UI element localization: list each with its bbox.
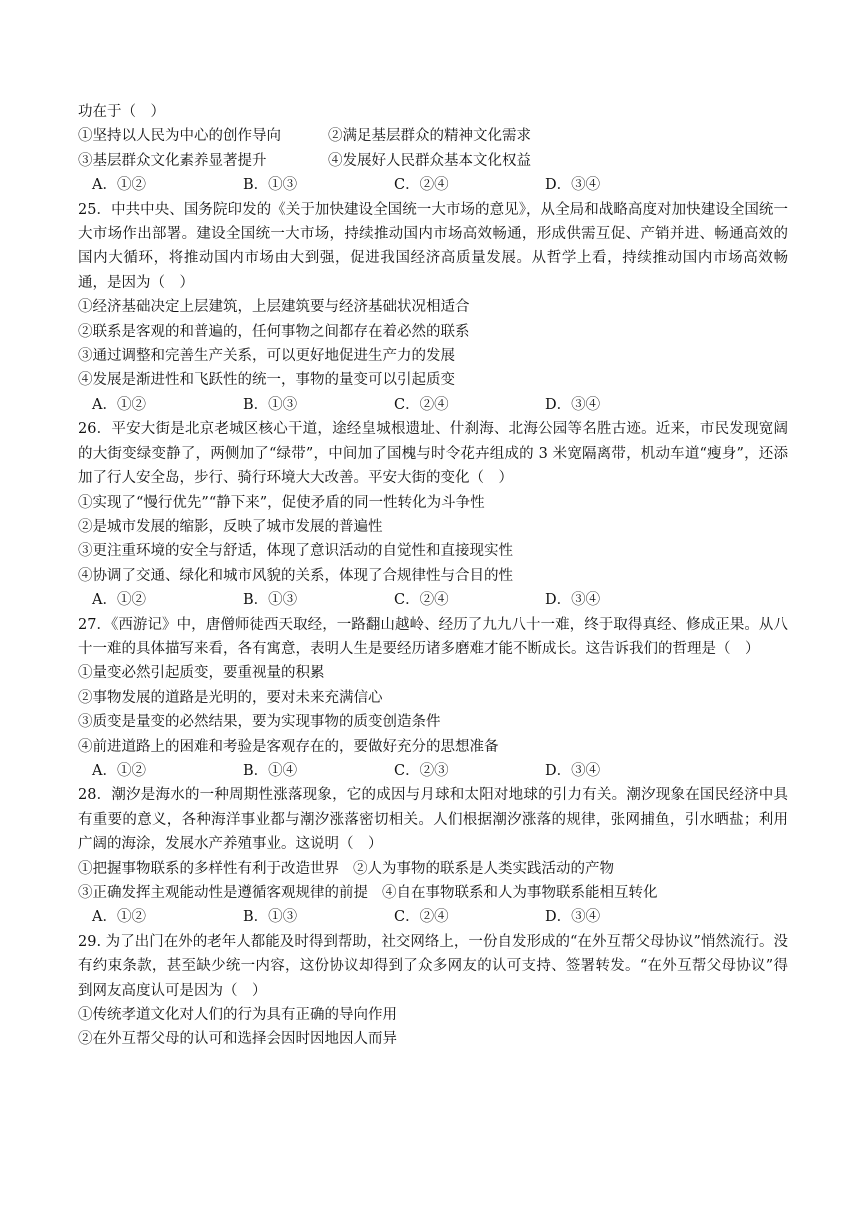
option-b[interactable]: B．①④: [243, 762, 298, 779]
statement-item: ③质变是量变的必然结果，要为实现事物的质变创造条件: [78, 714, 441, 731]
question-stem: 29. 为了出门在外的老年人都能及时得到帮助，社交网络上，一份自发形成的“在外互帮父母协议”悄然流行。没有约束条款，甚至缺少统一内容，这份协议却得到了众多网友的认可支持、签署转发。“在外互帮父母协议”得到网友高度认可是因为（ ）: [78, 933, 788, 999]
option-a[interactable]: A．①②: [92, 396, 146, 413]
option-c[interactable]: C．②③: [394, 762, 449, 779]
statement-item: ②满足基层群众的精神文化需求: [328, 128, 531, 145]
statement-item: ④发展是渐进性和飞跃性的统一，事物的量变可以引起质变: [78, 372, 455, 389]
statement-item: ④前进道路上的困难和考验是客观存在的，要做好充分的思想准备: [78, 738, 499, 755]
question-stem: 25．中共中央、国务院印发的《关于加快建设全国统一大市场的意见》，从全局和战略高度对加快建设全国统一大市场作出部署。建设全国统一大市场，持续推动国内市场高效畅通，形成供需互促、产销并进、畅通高效的国内大循环，将推动国内市场由大到强，促进我国经济高质量发展。从哲学上看，持续推动国内市场高效畅通，是因为（ ）: [78, 201, 788, 291]
option-d[interactable]: D．③④: [545, 177, 601, 194]
statement-item: ②人为事物的联系是人类实践活动的产物: [353, 860, 614, 877]
question-stem: 27．《西游记》中，唐僧师徒西天取经，一路翻山越岭、经历了九九八十一难，终于取得真经、修成正果。从八十一难的具体描写来看，各有寓意，表明人生是要经历诸多磨难才能不断成长。这告诉我们的哲理是（ ）: [78, 616, 788, 657]
statement-item: ④自在事物联系和人为事物联系能相互转化: [382, 885, 658, 901]
option-b[interactable]: B．①③: [243, 396, 298, 413]
statement-item: ①实现了“慢行优先”“静下来”，促使矛盾的同一性转化为斗争性: [78, 494, 485, 511]
statement-pair: [78, 124, 788, 148]
statement-item: ③基层群众文化素养显著提升: [78, 152, 267, 169]
statement-item: ①坚持以人民为中心的创作导向: [78, 128, 281, 145]
answer-options: [78, 173, 788, 197]
option-a[interactable]: A．①②: [92, 592, 146, 609]
statement-pair: [78, 881, 788, 905]
statement-item: ③更注重环境的安全与舒适，体现了意识活动的自觉性和直接现实性: [78, 543, 513, 560]
option-b[interactable]: B．①③: [243, 909, 298, 926]
statement-item: ①量变必然引起质变，要重视量的积累: [78, 665, 325, 682]
option-a[interactable]: A．①②: [92, 909, 146, 926]
option-d[interactable]: D．③④: [545, 762, 601, 779]
question-28: [78, 783, 788, 929]
question-stem: 26．平安大街是北京老城区核心干道，途经皇城根遗址、什刹海、北海公园等名胜古迹。近来，市民发现宽阔的大街变绿变静了，两侧加了“绿带”，中间加了国槐与时令花卉组成的 3 米宽隔离带，机动车道“瘦身”，还添加了行人安全岛，步行、骑行环境大大改善。平安大街的变化（ ）: [78, 421, 788, 487]
question-24-tail: [78, 100, 788, 198]
statement-item: ①把握事物联系的多样性有利于改造世界: [78, 860, 339, 877]
option-d[interactable]: D．③④: [545, 909, 601, 926]
statement-item: ①经济基础决定上层建筑，上层建筑要与经济基础状况相适合: [78, 299, 470, 316]
question-stem: 功在于（ ）: [78, 104, 165, 120]
question-29: [78, 930, 788, 1052]
option-c[interactable]: C．②④: [394, 592, 449, 609]
statement-item: ③正确发挥主观能动性是遵循客观规律的前提: [78, 885, 368, 901]
question-stem: 28．潮汐是海水的一种周期性涨落现象，它的成因与月球和太阳对地球的引力有关。潮汐现象在国民经济中具有重要的意义，各种海洋事业都与潮汐涨落密切相关。人们根据潮汐涨落的规律，张网捕鱼，引水晒盐；利用广阔的海涂，发展水产养殖事业。这说明（ ）: [78, 787, 788, 853]
question-27: [78, 613, 788, 784]
statement-item: ③通过调整和完善生产关系，可以更好地促进生产力的发展: [78, 348, 455, 365]
statement-item: ②事物发展的道路是光明的，要对未来充满信心: [78, 689, 383, 706]
option-b[interactable]: B．①③: [243, 177, 298, 194]
statement-pair: [78, 857, 788, 881]
option-d[interactable]: D．③④: [545, 592, 601, 609]
answer-options: [78, 588, 788, 612]
option-a[interactable]: A．①②: [92, 177, 146, 194]
option-c[interactable]: C．②④: [394, 909, 449, 926]
statement-item: ①传统孝道文化对人们的行为具有正确的导向作用: [78, 1007, 397, 1024]
option-b[interactable]: B．①③: [243, 592, 298, 609]
statement-item: ②是城市发展的缩影，反映了城市发展的普遍性: [78, 518, 383, 535]
question-25: [78, 198, 788, 418]
statement-item: ②在外互帮父母的认可和选择会因时因地因人而异: [78, 1031, 397, 1048]
statement-item: ②联系是客观的和普遍的，任何事物之间都存在着必然的联系: [78, 323, 470, 340]
option-c[interactable]: C．②④: [394, 177, 449, 194]
statement-item: ④发展好人民群众基本文化权益: [328, 152, 531, 169]
option-a[interactable]: A．①②: [92, 762, 146, 779]
statement-pair: [78, 149, 788, 173]
answer-options: [78, 759, 788, 783]
answer-options: [78, 393, 788, 417]
question-26: [78, 417, 788, 612]
option-d[interactable]: D．③④: [545, 396, 601, 413]
option-c[interactable]: C．②④: [394, 396, 449, 413]
statement-item: ④协调了交通、绿化和城市风貌的关系，体现了合规律性与合目的性: [78, 567, 513, 584]
answer-options: [78, 905, 788, 929]
